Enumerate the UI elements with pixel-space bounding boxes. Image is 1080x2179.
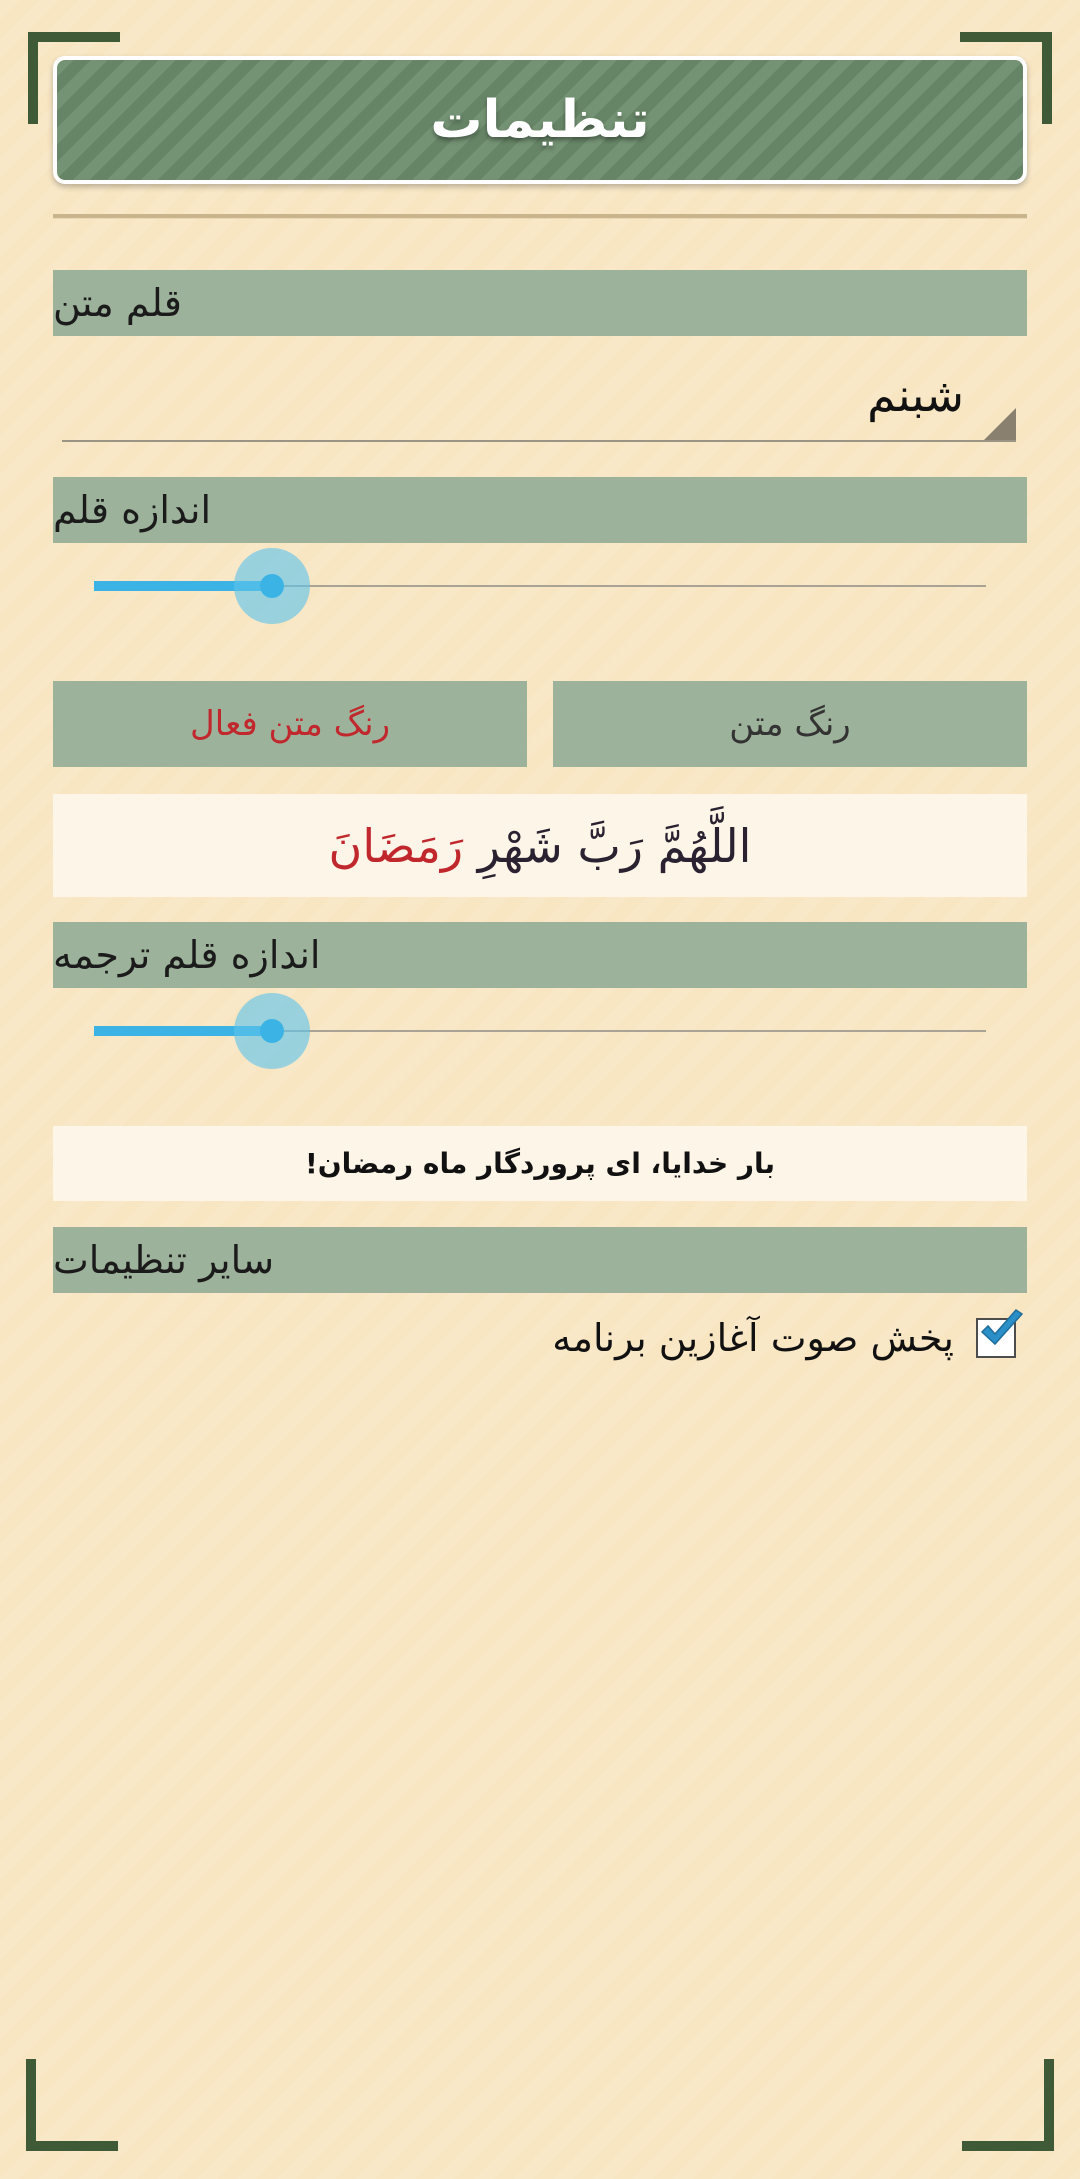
arabic-preview-highlight: رَمَضَانَ	[328, 818, 464, 873]
spinner-arrow-icon	[984, 408, 1016, 440]
translation-preview	[53, 1126, 1027, 1201]
page-title: تنظیمات	[430, 90, 650, 150]
other-settings-header	[53, 1227, 1027, 1293]
text-font-header	[53, 270, 1027, 336]
arabic-preview	[53, 794, 1027, 897]
font-size-header	[53, 477, 1027, 543]
other-settings-header-label: سایر تنظیمات	[53, 1238, 275, 1282]
font-size-slider[interactable]	[94, 546, 986, 626]
translation-preview-text: بار خدایا، ای پروردگار ماه رمضان!	[304, 1147, 776, 1180]
translation-font-size-header-label: اندازه قلم ترجمه	[53, 933, 321, 977]
play-intro-sound-label: پخش صوت آغازین برنامه	[552, 1316, 954, 1360]
play-intro-sound-option[interactable]	[552, 1308, 1016, 1368]
corner-bottom-left-decoration	[26, 2059, 118, 2151]
play-intro-sound-checkbox[interactable]	[976, 1318, 1016, 1358]
title-divider	[53, 214, 1027, 219]
arabic-preview-text	[329, 819, 752, 873]
translation-font-size-slider[interactable]	[94, 991, 986, 1071]
active-text-color-button[interactable]: رنگ متن فعال	[53, 681, 527, 767]
font-spinner[interactable]	[62, 360, 1016, 442]
title-bar	[53, 56, 1027, 184]
text-color-button[interactable]: رنگ متن	[553, 681, 1027, 767]
font-spinner-value: شبنم	[867, 368, 964, 422]
font-size-header-label: اندازه قلم	[53, 488, 212, 532]
arabic-preview-normal: اللَّهُمَّ رَبَّ شَهْرِ	[477, 818, 752, 873]
corner-bottom-right-decoration	[962, 2059, 1054, 2151]
text-font-header-label: قلم متن	[53, 281, 182, 325]
translation-font-size-header	[53, 922, 1027, 988]
checkmark-icon	[976, 1304, 1028, 1356]
